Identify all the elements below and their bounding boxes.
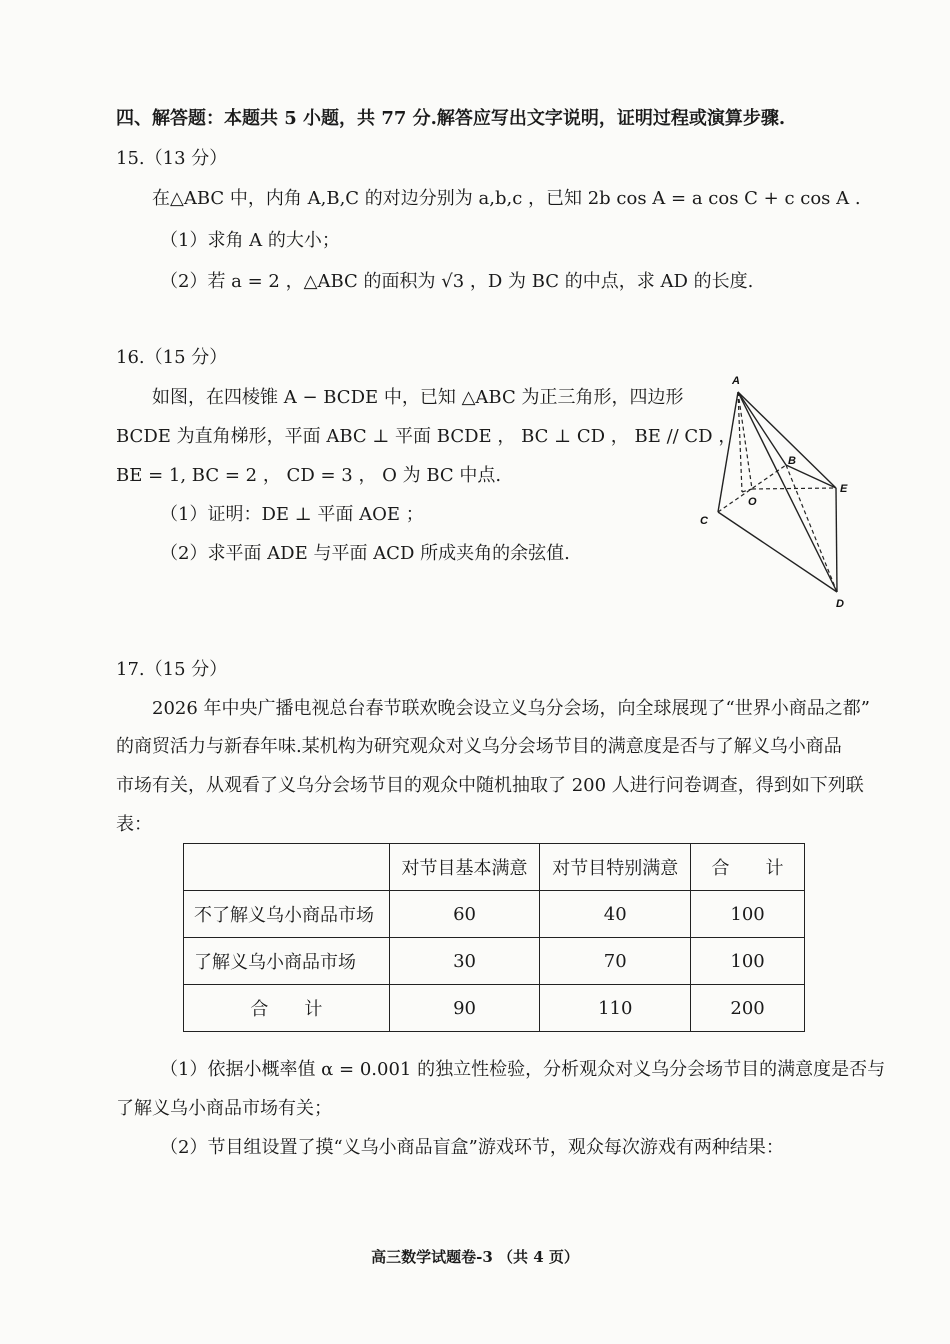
- table-row-label: 合 计: [184, 985, 390, 1032]
- q17-part1-line2: 了解义乌小商品市场有关；: [116, 1098, 332, 1119]
- q15-number: 15.（13 分）: [116, 148, 228, 169]
- table-row: [184, 985, 805, 1032]
- table-cell: 110: [540, 985, 691, 1032]
- edge-AD: [738, 392, 837, 592]
- table-cell: 30: [389, 938, 540, 985]
- label-C: C: [700, 515, 708, 527]
- q16-stem-line3: BE = 1, BC = 2 ， CD = 3 ， O 为 BC 中点.: [116, 465, 502, 486]
- table-row-label: 不了解义乌小商品市场: [184, 891, 390, 938]
- table-cell: 100: [691, 938, 805, 985]
- pyramid-figure: [690, 370, 870, 610]
- edge-OE: [752, 488, 836, 489]
- table-cell: 70: [540, 938, 691, 985]
- q17-stem-line2: 的商贸活力与新春年味.某机构为研究观众对义乌分会场节目的满意度是否与了解义乌小商品: [116, 736, 842, 757]
- label-O: O: [748, 496, 757, 508]
- q17-stem-line4: 表：: [116, 814, 152, 835]
- edge-BD: [786, 465, 837, 592]
- q15-stem: 在△ABC 中，内角 A,B,C 的对边分别为 a,b,c ，已知 2b cos A = a cos C + c cos A .: [152, 188, 861, 209]
- q17-part2: （2）节目组设置了摸“义乌小商品盲盒”游戏环节，观众每次游戏有两种结果：: [160, 1137, 784, 1158]
- q15-part1: （1）求角 A 的大小；: [160, 230, 340, 251]
- table-row: [184, 938, 805, 985]
- edge-AC: [718, 392, 738, 512]
- edge-CD: [718, 512, 837, 592]
- table-cell: 40: [540, 891, 691, 938]
- label-B: B: [788, 455, 796, 467]
- q17-stem-line1: 2026 年中央广播电视总台春节联欢晚会设立义乌分会场，向全球展现了“世界小商品之都”: [152, 698, 870, 719]
- edge-AB: [738, 392, 786, 465]
- table-header-cell: 合 计: [691, 844, 805, 891]
- q16-part2: （2）求平面 ADE 与平面 ACD 所成夹角的余弦值.: [160, 543, 570, 564]
- page-footer: 高三数学试题卷-3 （共 4 页）: [371, 1248, 579, 1266]
- edge-BE: [786, 465, 836, 488]
- q16-stem-line2: BCDE 为直角梯形，平面 ABC ⊥ 平面 BCDE ， BC ⊥ CD ， BE // CD ，: [116, 426, 737, 447]
- q15-part2: （2）若 a = 2 ，△ABC 的面积为 √3 ，D 为 BC 的中点，求 AD 的长度.: [160, 271, 754, 292]
- q16-stem-line1: 如图，在四棱锥 A − BCDE 中，已知 △ABC 为正三角形，四边形: [152, 387, 684, 408]
- section-title: 四、解答题：本题共 5 小题，共 77 分.解答应写出文字说明，证明过程或演算步骤.: [116, 108, 786, 129]
- table-cell: 200: [691, 985, 805, 1032]
- table-header-cell: [184, 844, 390, 891]
- table-cell: 60: [389, 891, 540, 938]
- table-header-row: [184, 844, 805, 891]
- edge-AE: [738, 392, 836, 488]
- table-row-label: 了解义乌小商品市场: [184, 938, 390, 985]
- table-cell: 90: [389, 985, 540, 1032]
- contingency-table: [183, 843, 805, 1032]
- label-E: E: [840, 483, 848, 495]
- table-row: [184, 891, 805, 938]
- edge-ED: [836, 488, 837, 592]
- q17-stem-line3: 市场有关，从观看了义乌分会场节目的观众中随机抽取了 200 人进行问卷调查，得到如下列联: [116, 775, 864, 796]
- label-D: D: [836, 598, 844, 610]
- q16-part1: （1）证明：DE ⊥ 平面 AOE ；: [160, 504, 424, 525]
- table-cell: 100: [691, 891, 805, 938]
- table-header-cell: 对节目特别满意: [540, 844, 691, 891]
- table-header-cell: 对节目基本满意: [389, 844, 540, 891]
- q17-number: 17.（15 分）: [116, 659, 228, 680]
- q17-part1-line1: （1）依据小概率值 α = 0.001 的独立性检验，分析观众对义乌分会场节目的满意度是否与: [160, 1059, 886, 1080]
- label-A: A: [732, 375, 740, 387]
- q16-number: 16.（15 分）: [116, 347, 228, 368]
